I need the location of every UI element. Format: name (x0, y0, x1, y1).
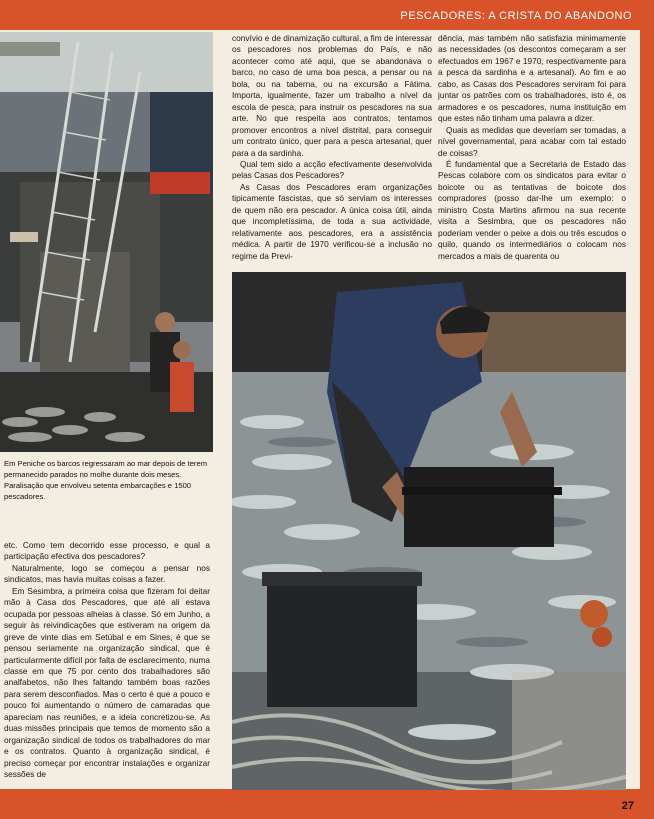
text-column-middle (232, 33, 432, 265)
page-number: 27 (621, 800, 634, 812)
fisherman-photo (232, 272, 626, 790)
photo-caption: Em Peniche os barcos regressaram ao mar depois de terem permanecido parados no molhe durante dois meses. Paralisação que envolveu setenta embarcações e 1500 pescadores. (4, 459, 208, 501)
interview-question: etc. Como tem decorrido esse processo, e qual a participação efectiva dos pescadores? (4, 540, 210, 562)
paragraph: Naturalmente, logo se começou a pensar nos sindicatos, mas havia muitas coisas a fazer. (4, 562, 210, 585)
right-color-band (640, 0, 654, 819)
running-head: PESCADORES: A CRISTA DO ABANDONO (400, 10, 632, 22)
paragraph: dência, mas também não satisfazia minimamente as necessidades (os descontos começaram a ser efectuados em 1967 e 1970, respectivamente para a pesca da sardinha e a artesanal). Ao fim e ao cabo, as Casas dos Pescadores serviram foi para juntar os patrões com os trabalhadores, isto é, os armadores e os pescadores, numa instituição em que estes não tinham uma palavra a dizer. (438, 33, 626, 124)
paragraph: convívio e de dinamização cultural, a fim de interessar os pescadores nos problemas do País, e não acontecer como até aqui, que se abandonava o barco, no caso de uma boa pesca, a pensar ou na bola, ou na taberna, ou na excursão a Fátima. Importa, igualmente, fazer um trabalho a nível da escola de pesca, para instruir os pescadores na sua arte. No que respeita aos contratos, tentamos promover encontros a nível distrital, para conseguir um contrato único, quer para a pesca artesanal, quer para a da sardinha. (232, 33, 432, 158)
boat-photo (0, 32, 213, 452)
paragraph: Em Sesimbra, a primeira coisa que fizeram foi deitar mão à Casa dos Pescadores, que até ali estava ocupada por pessoas alheias à classe. Só em Junho, a seguir às reivindicações que estiveram na origem da greve de vinte dias em Setúbal e em Sines, é que se pensou seriamente na organização sindical, que é particularmente difícil por falta de esclarecimento, numa classe em que 75 por cento dos trabalhadores são analfabetos, não lhes faltando também boas razões para serem desconfiados. Mas o certo é que a pouco e pouco foi aumentando o número de camaradas que apareciam nas reuniões, e a ideia concretizou-se. As duas missões principais que temos de momento são a organização sindical de todos os trabalhadores do mar e os contratos. Quanto à organização sindical, é preciso começar por encontrar instalações e organizar sessões de (4, 585, 210, 780)
paragraph: As Casas dos Pescadores eram organizações tipicamente fascistas, que só serviam os interesses de quem não era pescador. A única coisa útil, ainda que incompletíssima, de toda a sua actividade, relativamente aos pescadores, era a assistência médica. A partir de 1970 verificou-se a inclusão no regime da Previ- (232, 181, 432, 261)
interview-question: Qual tem sido a acção efectivamente desenvolvida pelas Casas dos Pescadores? (232, 158, 432, 181)
text-column-left (4, 540, 210, 796)
text-column-right (438, 33, 626, 265)
interview-question: Quais as medidas que deveriam ser tomadas, a nível governamental, para acabar com tal estado de coisas? (438, 124, 626, 158)
paragraph: É fundamental que a Secretaria de Estado das Pescas colabore com os sindicatos para evitar o boicote ou as tentativas de boicote dos compradores (posso dar-lhe um exemplo: o ministro Costa Martins afirmou na sua recente visita a Sesimbra, que os pescadores não poderiam vender o peixe a dois ou três escudos o quilo, quando os intermediários o colocam nos mercados a mais de quarenta ou (438, 158, 626, 261)
